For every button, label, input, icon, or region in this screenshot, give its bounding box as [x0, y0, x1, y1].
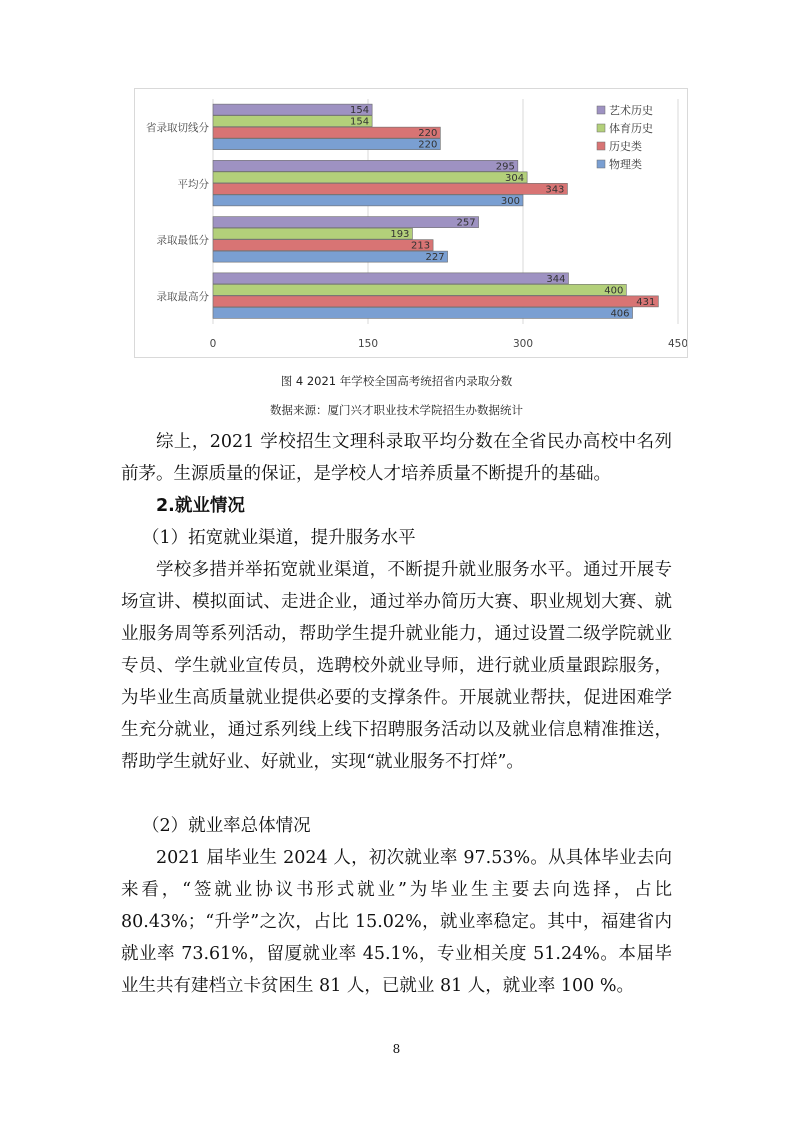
paragraph-employment-rate: 2021 届毕业生 2024 人，初次就业率 97.53%。从具体毕业去向来看，“签就业协议书形式就业”为毕业生主要去向选择，占比 80.43%；“升学”之次，占比 15.02%，就业率稳定。其中，福建省内就业率 73.61%，留厦就业率 45.1%，专业相关度 51.24%。本届毕业生共有建档立卡贫困生 81 人，已就业 81 人，就业率 100 %。	[121, 848, 672, 996]
legend-label: 体育历史	[609, 122, 653, 135]
category-label: 录取最高分	[156, 290, 209, 303]
bar	[213, 240, 433, 251]
x-tick-label: 150	[357, 338, 379, 350]
subheading-channels: （1）拓宽就业渠道，提升服务水平	[142, 528, 416, 548]
category-label: 省录取切线分	[146, 122, 209, 135]
data-label: 193	[390, 229, 410, 241]
bar	[213, 307, 633, 318]
data-label: 300	[500, 195, 520, 207]
bar-chart-svg	[135, 89, 687, 357]
data-label: 406	[610, 308, 630, 320]
bar	[213, 195, 523, 206]
data-label: 220	[418, 139, 438, 151]
bar	[213, 183, 567, 194]
bar	[213, 273, 568, 284]
bar	[213, 172, 527, 183]
paragraph-summary: 综上，2021 学校招生文理科录取平均分数在全省民办高校中名列前茅。生源质量的保证，是学校人才培养质量不断提升的基础。	[121, 432, 672, 484]
data-label: 400	[604, 285, 624, 297]
x-tick-label: 300	[512, 338, 534, 350]
data-label: 295	[495, 161, 515, 173]
bar	[213, 139, 440, 150]
data-label: 344	[546, 273, 566, 285]
page-number: 8	[392, 1042, 401, 1056]
bar	[213, 284, 626, 295]
x-tick-label: 450	[667, 338, 687, 350]
data-label: 431	[636, 296, 656, 308]
data-label: 213	[411, 240, 431, 252]
legend-label: 历史类	[609, 140, 642, 153]
subheading-employment-rate: （2）就业率总体情况	[142, 816, 311, 836]
bar	[213, 217, 479, 228]
legend-swatch	[597, 124, 605, 132]
data-label: 304	[505, 172, 525, 184]
legend-label: 物理类	[609, 158, 642, 171]
category-label: 录取最低分	[156, 234, 209, 247]
x-tick-label: 0	[209, 338, 217, 350]
legend-swatch	[597, 160, 605, 168]
data-label: 343	[545, 184, 565, 196]
category-label: 平均分	[177, 178, 209, 191]
legend-swatch	[597, 106, 605, 114]
paragraph-channels: 学校多措并举拓宽就业渠道，不断提升就业服务水平。通过开展专场宣讲、模拟面试、走进企业，通过举办简历大赛、职业规划大赛、就业服务周等系列活动，帮助学生提升就业能力，通过设置二级学院就业专员、学生就业宣传员，选聘校外就业导师，进行就业质量跟踪服务，为毕业生高质量就业提供必要的支撑条件。开展就业帮扶，促进困难学生充分就业，通过系列线上线下招聘服务活动以及就业信息精准推送，帮助学生就好业、好就业，实现“就业服务不打烊”。	[121, 560, 672, 772]
data-label: 257	[456, 217, 476, 229]
bar	[213, 228, 412, 239]
legend-swatch	[597, 142, 605, 150]
data-label: 220	[418, 128, 438, 140]
bar	[213, 116, 372, 127]
figure-caption: 图 4 2021 年学校全国高考统招省内录取分数	[280, 374, 513, 388]
section-heading-employment: 2.就业情况	[156, 496, 245, 516]
data-label: 154	[350, 105, 370, 117]
admission-score-chart	[134, 88, 688, 358]
data-label: 154	[350, 116, 370, 128]
bar	[213, 160, 518, 171]
bar	[213, 251, 448, 262]
figure-source: 数据来源：厦门兴才职业技术学院招生办数据统计	[270, 403, 523, 417]
bar	[213, 127, 440, 138]
bar	[213, 296, 658, 307]
bar	[213, 104, 372, 115]
data-label: 227	[425, 252, 445, 264]
legend-label: 艺术历史	[609, 104, 653, 117]
